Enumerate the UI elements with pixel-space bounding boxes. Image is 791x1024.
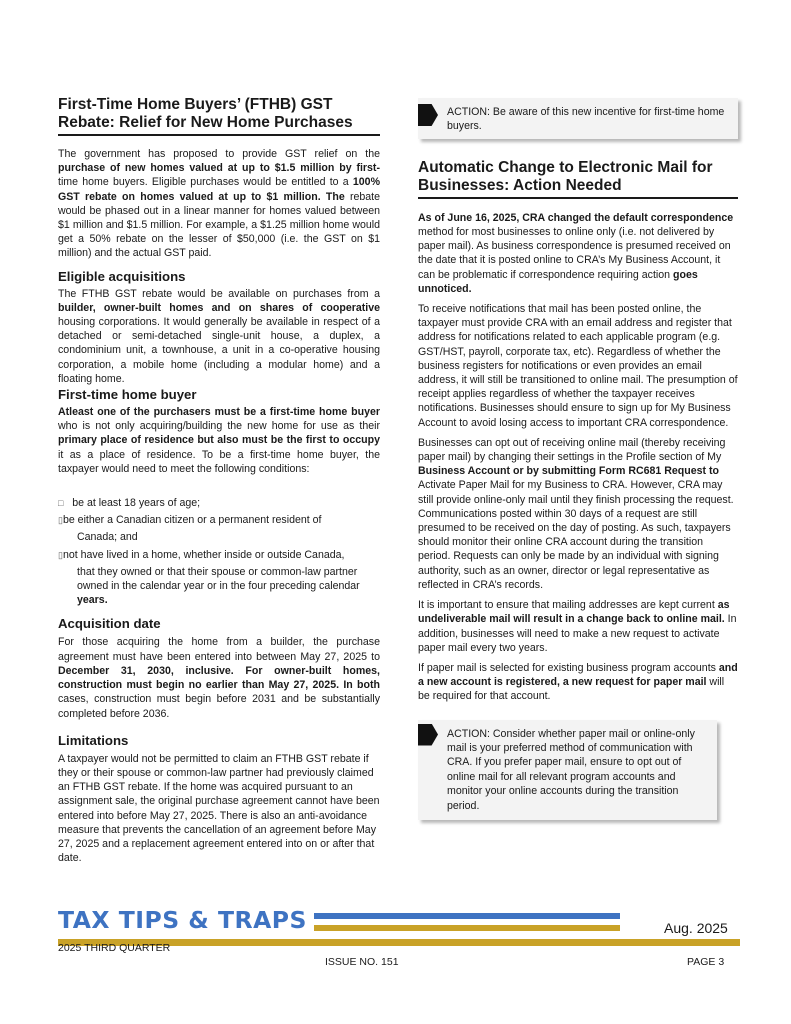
limitations-heading: Limitations (58, 732, 129, 748)
text-bold: goes unnoticed. (418, 268, 698, 295)
list-item (58, 548, 380, 562)
text: rebate would be phased out in a linear manner for homes valued between $1 million and $1.5 million. For example, a $1.25 million home would get a 50% rebate on the lesser of $50,000 (i.e. the GST on $1 million) and the actual GST paid. (58, 190, 380, 260)
issue-number: ISSUE NO. 151 (325, 956, 399, 968)
list-item (58, 513, 380, 527)
text: Businesses can opt out of receiving online mail (thereby receiving paper mail) by changing their settings in the Profile section of My (418, 436, 726, 464)
action-text: ACTION: Be aware of this new incentive for first-time home buyers. (447, 106, 725, 133)
list-item-continued (58, 565, 380, 608)
mail-paragraph-4 (418, 598, 738, 655)
text: method for most businesses to online only (i.e. not delivered by paper mail). As business correspondence is presumed received on the date that it is posted online to CRA’s My Business Account, it can be problematic if correspondence requiring action (418, 226, 731, 281)
text: For those acquiring the home from a builder, the purchase agreement must have been entered into between May 27, 2025 to (58, 636, 380, 663)
list-item (58, 496, 380, 510)
text: be either a Canadian citizen or a permanent resident of (62, 514, 322, 527)
text: It is important to ensure that mailing addresses are kept current (418, 599, 718, 612)
issue-date: Aug. 2025 (664, 920, 728, 936)
buyer-paragraph (58, 405, 380, 476)
text-bold: Atleast one of the purchasers must be a first-time home buyer (58, 406, 380, 419)
left-column (58, 96, 380, 865)
text: it as a place of residence. To be a first-time home buyer, the taxpayer would need to meet the following conditions: (58, 448, 380, 475)
text: cases, construction must begin before 2031 and be substantially completed before 2036. (58, 693, 380, 720)
text-bold: builder, owner-built homes and on shares of cooperative (58, 301, 380, 314)
action-box-paper-mail (418, 720, 717, 820)
bullet-icon: □ (58, 498, 64, 509)
blue-stripe-top (314, 913, 620, 919)
fthb-intro (58, 147, 380, 261)
text-bold: 100% GST rebate on homes valued at up to $1 million. The (58, 176, 380, 203)
fthb-title: First-Time Home Buyers’ (FTHB) GST Rebate: Relief for New Home Purchases (58, 96, 380, 136)
eligible-heading: Eligible acquisitions (58, 268, 186, 284)
text: time home buyers. Eligible purchases would be entitled to a (58, 176, 353, 189)
text: The FTHB GST rebate would be available on purchases from a (58, 287, 380, 300)
action-box-incentive (418, 98, 738, 139)
quarter-label: 2025 THIRD QUARTER (58, 942, 171, 954)
list-item-continued: Canada; and (77, 531, 138, 544)
text: In addition, businesses will need to make a new request to activate paper mail every two years. (418, 613, 737, 654)
page-number: PAGE 3 (687, 956, 725, 968)
acquisition-paragraph (58, 635, 380, 720)
newsletter-title: TAX TIPS & TRAPS (58, 906, 307, 934)
text: will be required for that account. (418, 676, 725, 703)
text: not have lived in a home, whether inside or outside Canada, (62, 548, 345, 561)
gold-stripe-top (314, 925, 620, 931)
text-bold: purchase of new homes valued at up to $1.5 million by first- (58, 162, 380, 175)
limitations-paragraph: A taxpayer would not be permitted to claim an FTHB GST rebate if they or their spouse or common-law partner had previously claimed an FTHB GST rebate. If the home was acquired pursuant to an assignment sale, the original purchase agreement cannot have been entered into before May 27, 2025. There is also an anti-avoidance measure that prevents the cancellation of an agreement before May 27, 2025 and a replacement agreement entered into on or after that date. (58, 752, 380, 865)
action-arrow-icon (418, 104, 438, 126)
mail-paragraph-1 (418, 211, 738, 296)
text-bold: As of June 16, 2025, CRA changed the default correspondence (418, 211, 734, 224)
text-bold: and a new account is registered, a new request for paper mail (418, 661, 738, 689)
buyer-heading: First-time home buyer (58, 387, 197, 403)
conditions-list (58, 496, 380, 607)
mail-paragraph-5 (418, 661, 738, 704)
text-bold: primary place of residence but also must be the first to occupy (58, 434, 380, 447)
mail-paragraph-2: To receive notifications that mail has been posted online, the taxpayer must provide CRA with an email address and register that address for notifications related to each applicable program (e.g. GST/HST, payroll, corporate tax, etc). Regardless of whether the business registers for notifications or even provides an email address, it will still be transitioned to online mail. The presumption of receipt applies regardless of whether the taxpayer receives notifications. Businesses should ensure to sign up for My Business Account to avoid losing access to important CRA correspondence. (418, 303, 738, 429)
bullet-icon: ▯ (58, 549, 63, 560)
action-arrow-icon (418, 724, 438, 746)
mail-title: Automatic Change to Electronic Mail for Businesses: Action Needed (418, 159, 738, 199)
acquisition-heading: Acquisition date (58, 616, 161, 632)
text-bold: as undeliverable mail will result in a change back to online mail. (418, 599, 730, 626)
bullet-icon: ▯ (58, 515, 63, 526)
text: Activate Paper Mail for my Business to CRA. However, CRA may still provide online-only mail until they finish processing the request. Communications posted within 30 days of a request are still presumed to be received on the day of posting. As such, taxpayers should monitor their online CRA account during the transition period. Requests can only be made by an individual with signing authority, such as an owner, director or legal representative as reflected in CRA’s records. (418, 479, 734, 591)
text: If paper mail is selected for existing business program accounts (418, 661, 719, 674)
mail-paragraph-3 (418, 436, 738, 592)
right-column (418, 98, 738, 820)
text-bold: years. (77, 594, 108, 607)
action-text: ACTION: Consider whether paper mail or online-only mail is your preferred method of communication with CRA. If you prefer paper mail, ensure to opt out of online mail for all relevant program accounts and monitor your online accounts during the transition period. (447, 727, 695, 812)
text-bold: December 31, 2030, inclusive. For owner-built homes, construction must begin no earlier than May 27, 2025. In both (58, 664, 380, 692)
text: housing corporations. It would generally be available in respect of a detached or semi-detached single-unit house, a duplex, a condominium unit, a townhouse, a unit in a co-operative housing corporation, a mobile home (including a modular home) and a floating home. (58, 316, 380, 385)
text: The government has proposed to provide GST relief on the (58, 148, 380, 160)
text-bold: Business Account or by submitting Form RC681 Request to (418, 465, 719, 478)
text: be at least 18 years of age; (72, 497, 201, 510)
text: who is not only acquiring/building the new home for use as their (58, 420, 380, 433)
eligible-paragraph (58, 287, 380, 386)
text: that they owned or that their spouse or common-law partner owned in the calendar year or in the four preceding calendar (77, 565, 360, 593)
